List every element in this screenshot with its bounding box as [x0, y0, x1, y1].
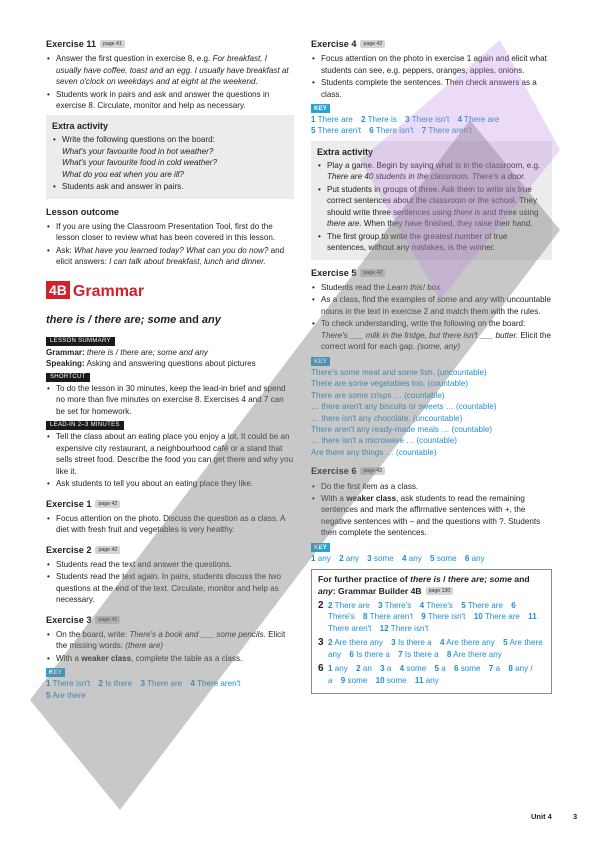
page-number: 3 [573, 812, 578, 821]
lesson-badge: 4B [46, 281, 70, 299]
footer-unit: Unit 4 [531, 812, 552, 821]
box-title: For further practice of there is / there are; some and any: Grammar Builder 4B page 130 [318, 574, 530, 596]
key-label: KEY [46, 668, 65, 677]
key-label: KEY [311, 543, 330, 552]
bullet: • Focus attention on the photo. Discuss the question as a class. A diet with fresh fruit and vegetables is very healthy. [56, 513, 294, 536]
bullet: • Ask: What have you learned today? What can you do now? and elicit answers: I can talk about breakfast, lunch and dinner. [56, 245, 294, 268]
bullet: • Students work in pairs and ask and answer the questions in exercise 8. Circulate, monitor and help as necessary. [56, 89, 294, 112]
section-label: SHORTCUT [46, 373, 90, 382]
bullet: • Students complete the sentences. Then check answers as a class. [321, 77, 552, 100]
page-tag: page 42 [95, 616, 120, 624]
bullet: • Write the following questions on the board: What's your favourite food in hot weather? What's your favourite food in cold weather? What do you eat when you are ill? [62, 134, 288, 180]
exercise-heading: Exercise 2 page 42 [46, 544, 294, 557]
extra-activity-box [46, 115, 294, 198]
key-label: KEY [311, 104, 330, 113]
key-line: There's some meat and some fish. (uncountable) [311, 367, 487, 377]
page-tag: page 42 [360, 467, 385, 475]
grammar-builder-exercise: 2 2 There are 3 There's 4 There's 5 There are 6 There's 8 There aren't 9 There isn't 10 There are 11 There aren't 12 There isn't [318, 599, 537, 633]
bullet: • To do the lesson in 30 minutes, keep the lead-in brief and spend no more than five minutes on exercise 8. Exercises 4 and 7 can be set for homework. [56, 383, 294, 417]
exercise-1-section [46, 498, 294, 536]
answer-key [311, 367, 552, 459]
bullet: • As a class, find the examples of some and any with uncountable nouns in the text in exercise 2 and match them with the rules. [321, 294, 552, 317]
lesson-outcome-section [46, 206, 294, 268]
exercise-6-section [311, 465, 552, 564]
left-column [46, 38, 294, 701]
answer-key: 1 There are 2 There is 3 There isn't 4 There are 5 There aren't 6 There isn't 7 There aren't [311, 115, 500, 136]
bullet: • Put students in groups of three. Ask them to write six true correct sentences about the classroom or the school. They should write three sentences using there is and three using there are. When they have finished, they raise their hand. [327, 184, 546, 230]
section-label: LEAD-IN 2–3 MINUTES [46, 421, 124, 430]
section-label: LESSON SUMMARY [46, 337, 115, 346]
exercise-2-section [46, 544, 294, 606]
extra-activity-box [311, 141, 552, 260]
grammar-builder-exercise: 6 1 any 2 an 3 a 4 some 5 a 6 some 7 a 8 any / a 9 some 10 some 11 any [318, 663, 533, 685]
page-tag: page 42 [95, 500, 120, 508]
section-heading: Lesson outcome [46, 206, 120, 217]
key-line: … there isn't any chocolate. (uncountable) [311, 413, 463, 423]
key-line: Are there any things … (countable) [311, 447, 437, 457]
grammar-builder-box [311, 569, 552, 694]
shortcut-section [46, 370, 294, 417]
exercise-3-section [46, 614, 294, 701]
bullet: • To check understanding, write the following on the board: There's ___ milk in the fridge, but there isn't ___ butter. Elicit the correct word for each gap. (some, any) [321, 318, 552, 352]
answer-key: 1 any 2 any 3 some 4 any 5 some 6 any [311, 553, 485, 563]
bullet: • With a weaker class, complete the table as a class. [56, 653, 294, 664]
page-tag: page 42 [360, 269, 385, 277]
exercise-heading: Exercise 5 page 42 [311, 267, 552, 280]
box-title: Extra activity [52, 121, 109, 132]
exercise-heading: Exercise 3 page 42 [46, 614, 294, 627]
key-label: KEY [311, 357, 330, 366]
bullet: • Students read the Learn this! box. [321, 282, 552, 293]
page-tag: page 42 [360, 40, 385, 48]
grammar-builder-exercise: 3 2 Are there any 3 Is there a 4 Are there any 5 Are there any 6 Is there a 7 Is there a 8 Are there any [318, 637, 543, 659]
key-line: … there aren't any biscuits or sweets … (countable) [311, 402, 497, 412]
bullet: • If you are using the Classroom Presentation Tool, first do the lesson closer to review what has been covered in this lesson. [56, 221, 294, 244]
bullet: • Tell the class about an eating place you enjoy a lot. It could be an expensive city restaurant, a neighbourhood café or a stand that sells street food. Describe the food you can get there and why you like it. [56, 431, 294, 477]
bullet: • With a weaker class, ask students to read the remaining sentences and mark the affirmative sentences with +, the negative sentences with – and the questions with ?. Students then complete the sentences. [321, 493, 552, 539]
bullet: • Focus attention on the photo in exercise 1 again and elicit what students can see, e.g. peppers, oranges, apples, onions. [321, 53, 552, 76]
lead-in-section [46, 418, 294, 489]
exercise-heading: Exercise 1 page 42 [46, 498, 294, 511]
exercise-heading: Exercise 11 page 41 [46, 38, 294, 51]
box-title: Extra activity [317, 146, 374, 157]
lesson-heading [46, 281, 294, 304]
exercise-4-section [311, 38, 552, 137]
answer-key: 1 There isn't 2 Is there 3 There are 4 There aren't 5 Are there [46, 679, 241, 700]
lesson-title: Grammar [72, 282, 145, 300]
bullet: • The first group to write the greatest number of true sentences, without any mistakes, is the winner. [327, 231, 546, 254]
exercise-heading: Exercise 6 page 42 [311, 465, 552, 478]
bullet: • Students read the text again. In pairs, students discuss the two questions at the end of the text. Circulate, monitor and help as necessary. [56, 571, 294, 605]
bullet: • Do the first item as a class. [321, 481, 552, 492]
bullet: • Students ask and answer in pairs. [62, 181, 288, 192]
key-line: There are some vegetables too. (countable) [311, 379, 469, 389]
key-line: There aren't any ready-made meals … (countable) [311, 425, 493, 434]
bullet: • Play a game. Begin by saying what is in the classroom, e.g. There are 40 students in the classroom. There's a door. [327, 160, 546, 183]
lesson-summary: LESSON SUMMARY Grammar: there is / there are; some and any Speaking: Asking and answering questions about pictures [46, 338, 256, 369]
bullet: • Answer the first question in exercise 8, e.g. For breakfast, I usually have coffee, toast and an egg. I usually have breakfast at seven o'clock on weekdays and at eight at the weekend. [56, 53, 294, 87]
page-tag: page 42 [95, 546, 120, 554]
page-tag: page 130 [426, 587, 454, 595]
exercise-11-section [46, 38, 294, 111]
exercise-heading: Exercise 4 page 42 [311, 38, 552, 51]
bullet: • Ask students to tell you about an eating place they like. [56, 478, 294, 489]
bullet: • Students read the text and answer the questions. [56, 559, 294, 570]
right-column [311, 38, 552, 694]
lesson-subtitle: there is / there are; some and any [46, 314, 221, 327]
page-tag: page 41 [100, 40, 125, 48]
exercise-5-section [311, 267, 552, 459]
bullet: • On the board, write: There's a book and ___ some pencils. Elicit the missing words: (there are) [56, 629, 294, 652]
key-line: There are some crisps … (countable) [311, 390, 445, 400]
key-line: … there isn't a microwave … (countable) [311, 436, 457, 446]
